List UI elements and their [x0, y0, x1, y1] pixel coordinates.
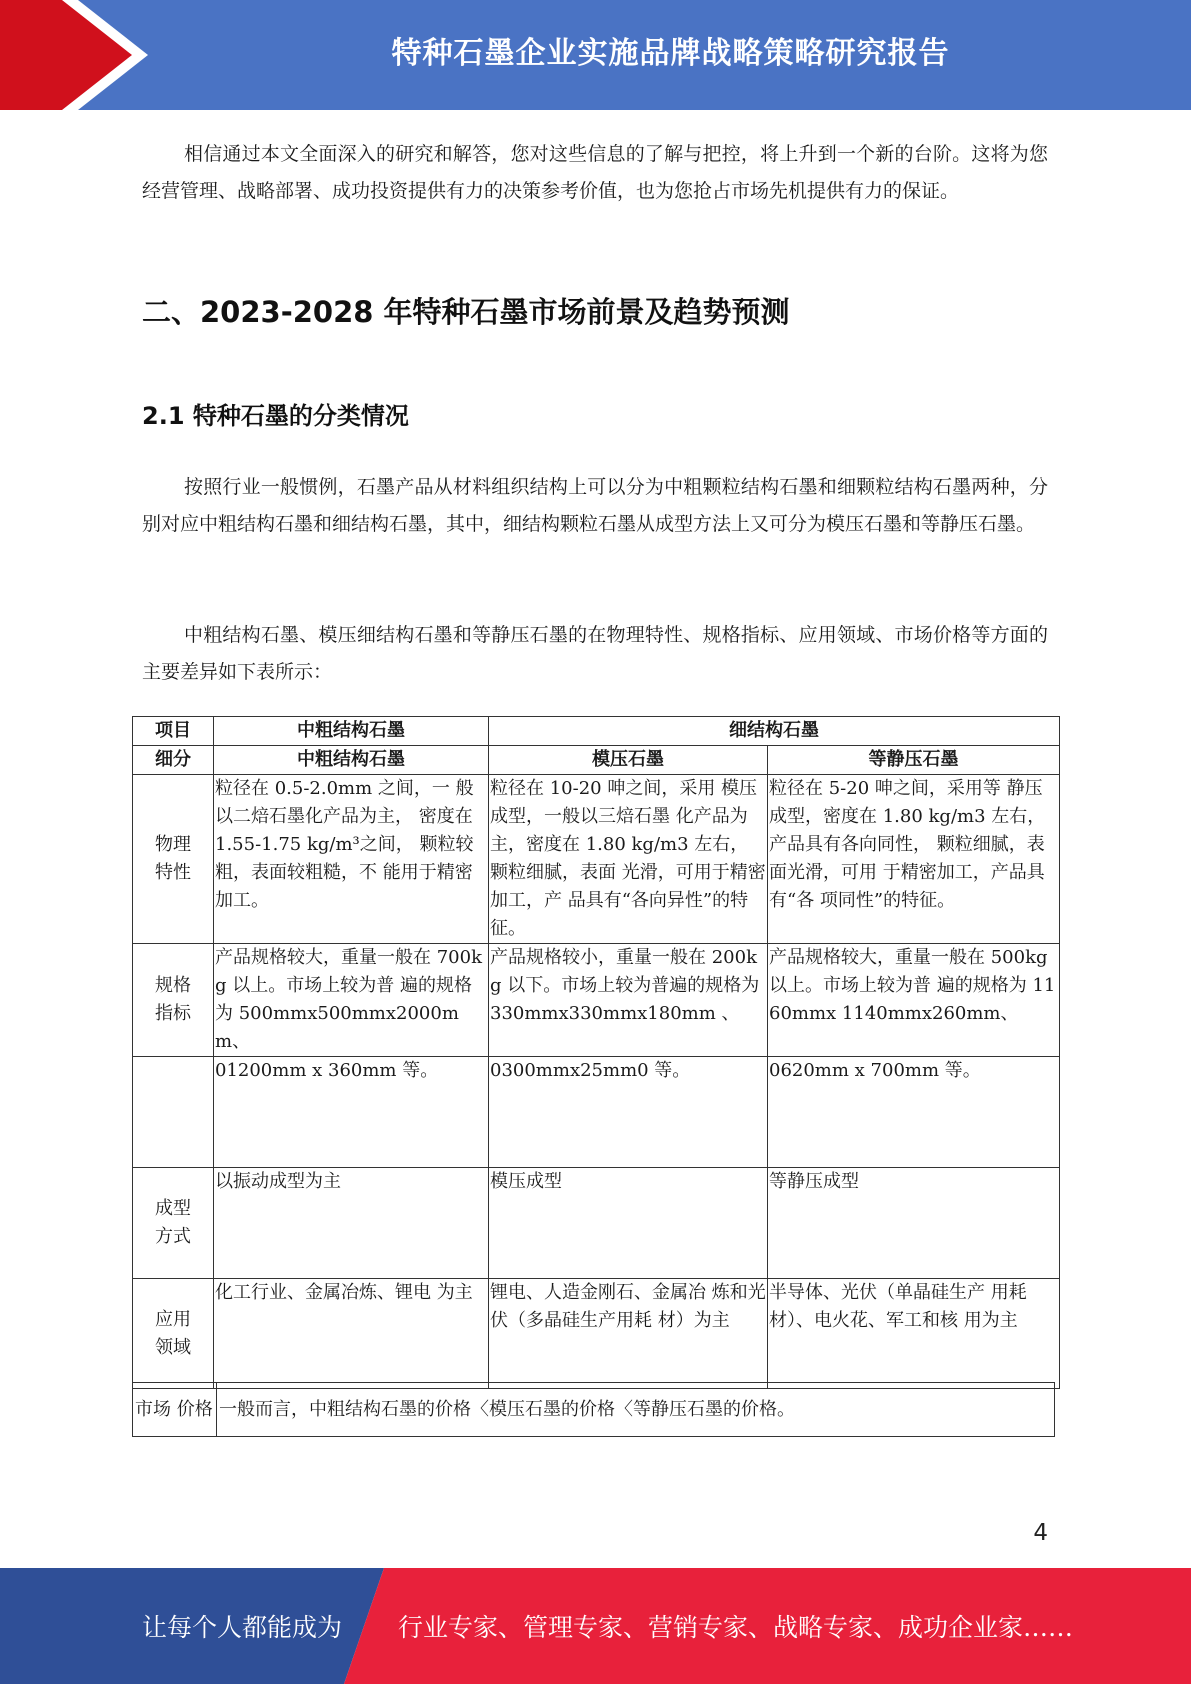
intro-paragraph: 相信通过本文全面深入的研究和解答，您对这些信息的了解与把控，将上升到一个新的台阶。这将为您经营管理、战略部署、成功投资提供有力的决策参考价值，也为您抢占市场先机提供有力的保证。 — [142, 143, 1048, 202]
row-label: 应用领域 — [133, 1279, 214, 1389]
graphite-comparison-table — [132, 716, 1060, 1389]
subheader-cell-isostatic: 等静压石墨 — [768, 746, 1060, 775]
table-subheader-row — [133, 746, 1060, 775]
table-cell: 粒径在 5-20 呻之间，采用等 静压成型，密度在 1.80 kg/m3 左右，产品具有各向同性， 颗粒细腻，表面光滑，可用 于精密加工，产品具有“各 项同性”的特征。 — [768, 775, 1060, 944]
row-label: 物理特性 — [133, 775, 214, 944]
price-label: 市场 价格 — [133, 1383, 217, 1437]
table-cell: 粒径在 10-20 呻之间，采用 模压成型，一般以三焙石墨 化产品为主，密度在 1.80 kg/m3 左右，颗粒细腻，表面 光滑，可用于精密加工，产 品具有“各向异性”的特征。 — [489, 775, 768, 944]
page-footer — [0, 1568, 1191, 1684]
table-cell: 以振动成型为主 — [214, 1168, 489, 1279]
price-row — [133, 1383, 1055, 1437]
row-label — [133, 1057, 214, 1168]
table-cell: 模压成型 — [489, 1168, 768, 1279]
footer-slogan-right: 行业专家、管理专家、营销专家、战略专家、成功企业家…… — [398, 1613, 1074, 1642]
table-header-row — [133, 717, 1060, 746]
table-cell: 锂电、人造金刚石、金属冶 炼和光伏（多晶硅生产用耗 材）为主 — [489, 1279, 768, 1389]
price-table — [132, 1382, 1055, 1437]
table-cell: 半导体、光伏（单晶硅生产 用耗材）、电火花、军工和核 用为主 — [768, 1279, 1060, 1389]
subheader-cell-molded: 模压石墨 — [489, 746, 768, 775]
table-cell: 产品规格较小，重量一般在 200kg 以下。市场上较为普遍的规格为 330mmx330mmx180mm 、 — [489, 944, 768, 1057]
subheader-cell-item: 细分 — [133, 746, 214, 775]
header-cell-coarse: 中粗结构石墨 — [214, 717, 489, 746]
subsection-heading: 2.1 特种石墨的分类情况 — [142, 402, 409, 430]
report-title: 特种石墨企业实施品牌战略策略研究报告 — [391, 36, 950, 71]
paragraph-table-intro: 中粗结构石墨、模压细结构石墨和等静压石墨的在物理特性、规格指标、应用领域、市场价格等方面的主要差异如下表所示： — [142, 624, 1048, 683]
row-label: 成型方式 — [133, 1168, 214, 1279]
page-header — [0, 0, 1191, 110]
table-cell: 01200mm x 360mm 等。 — [214, 1057, 489, 1168]
table-row — [133, 1168, 1060, 1279]
row-label: 规格指标 — [133, 944, 214, 1057]
table-cell: 0300mmx25mm0 等。 — [489, 1057, 768, 1168]
table-cell: 产品规格较大，重量一般在 700kg 以上。市场上较为普 遍的规格为 500mmx500mmx2000mm、 — [214, 944, 489, 1057]
table-row — [133, 1279, 1060, 1389]
table-cell: 化工行业、金属冶炼、锂电 为主 — [214, 1279, 489, 1389]
header-cell-fine: 细结构石墨 — [489, 717, 1060, 746]
table-row — [133, 944, 1060, 1057]
table-cell: 等静压成型 — [768, 1168, 1060, 1279]
table-cell: 粒径在 0.5-2.0mm 之间，一 般以二焙石墨化产品为主， 密度在 1.55-1.75 kg/m³之间， 颗粒较粗，表面较粗糙，不 能用于精密加工。 — [214, 775, 489, 944]
section-heading: 二、2023-2028 年特种石墨市场前景及趋势预测 — [142, 295, 790, 329]
paragraph-classification: 按照行业一般惯例，石墨产品从材料组织结构上可以分为中粗颗粒结构石墨和细颗粒结构石墨两种，分别对应中粗结构石墨和细结构石墨，其中，细结构颗粒石墨从成型方法上又可分为模压石墨和等静压石墨。 — [142, 476, 1048, 535]
table-cell: 0620mm x 700mm 等。 — [768, 1057, 1060, 1168]
subheader-cell-coarse: 中粗结构石墨 — [214, 746, 489, 775]
table-row — [133, 775, 1060, 944]
price-value: 一般而言，中粗结构石墨的价格〈模压石墨的价格〈等静压石墨的价格。 — [217, 1383, 1055, 1437]
table-cell: 产品规格较大，重量一般在 500kg 以上。市场上较为普 遍的规格为 1160mmx 1140mmx260mm、 — [768, 944, 1060, 1057]
footer-slogan-left: 让每个人都能成为 — [142, 1613, 343, 1642]
header-cell-item: 项目 — [133, 717, 214, 746]
table-row — [133, 1057, 1060, 1168]
page-number: 4 — [1033, 1520, 1048, 1546]
